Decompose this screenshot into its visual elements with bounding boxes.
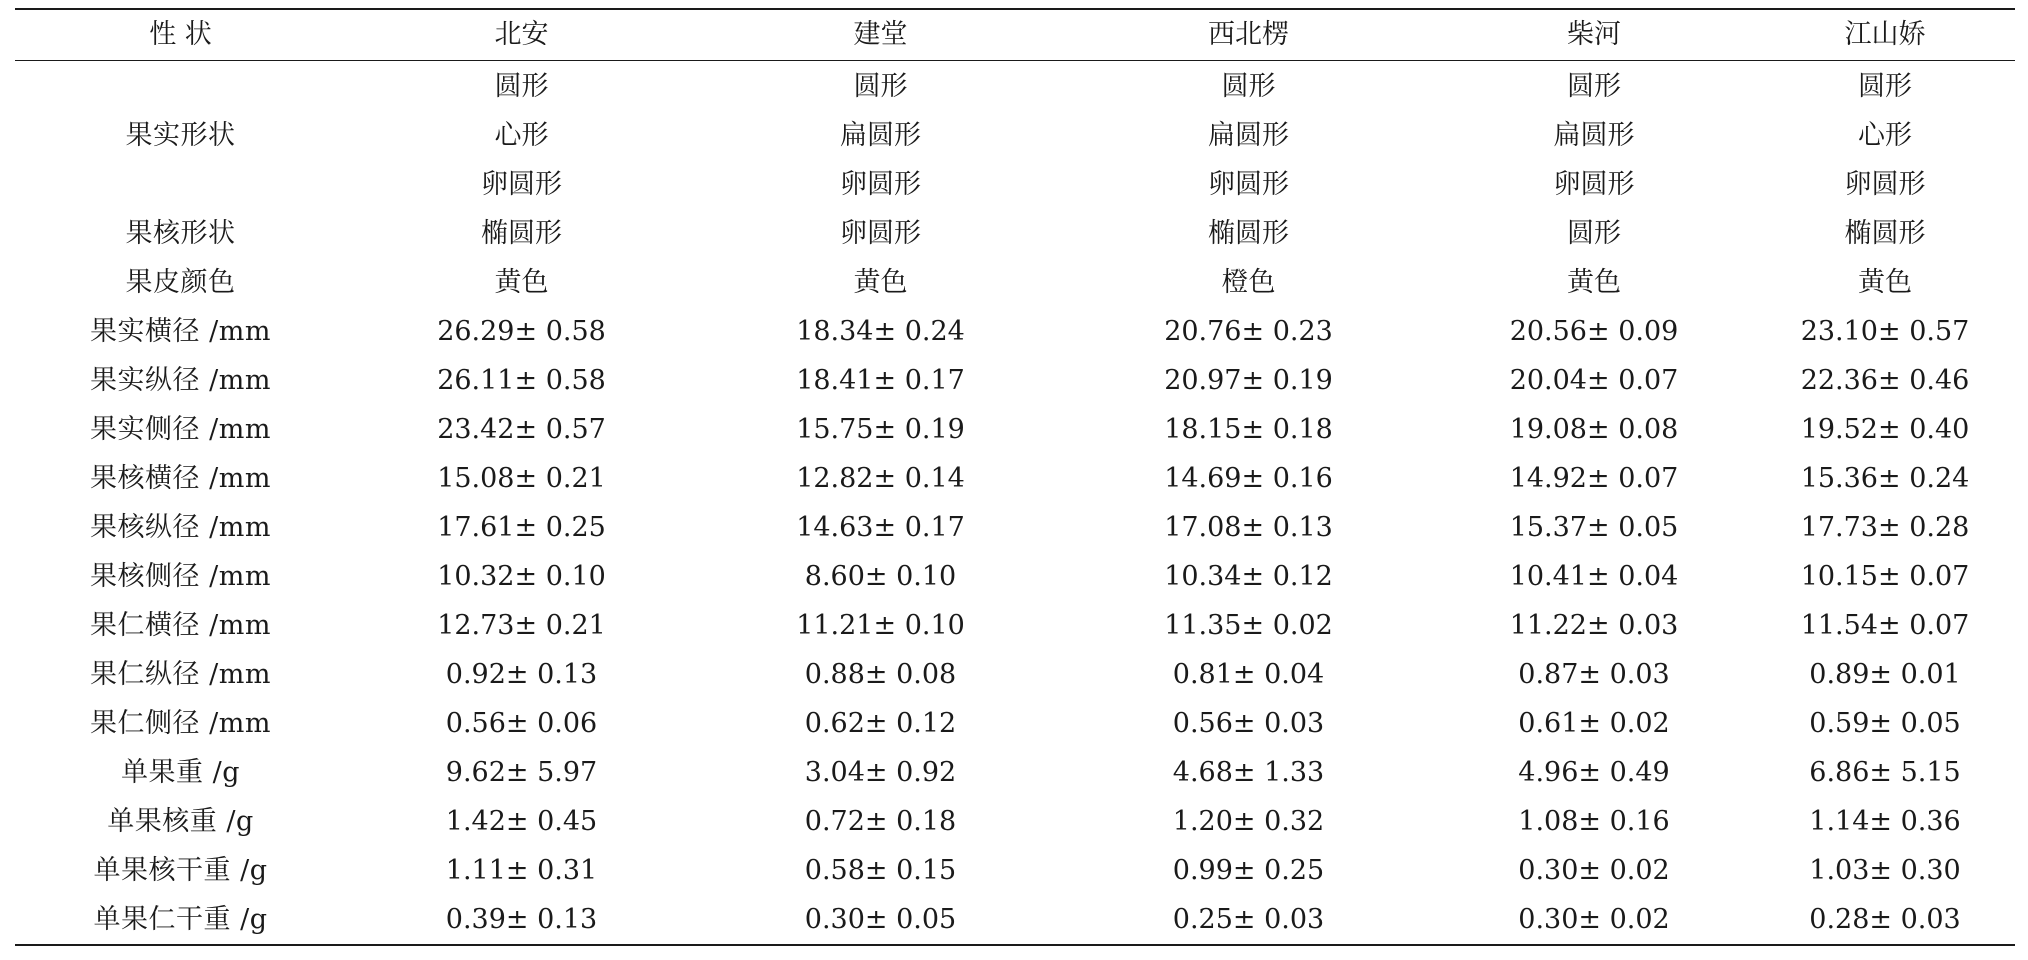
value-cell: 黄色: [853, 267, 908, 298]
value-cell: 椭圆形: [481, 218, 562, 249]
value-cell: 0.81± 0.04: [1172, 659, 1325, 690]
value-cell: 8.60± 0.10: [804, 561, 957, 592]
value-cell: 12.82± 0.14: [796, 463, 965, 494]
value-cell: 椭圆形: [1844, 218, 1926, 249]
table-row: [15, 61, 2015, 111]
trait-cell: 果实侧径 /mm: [90, 414, 271, 445]
value-cell: 11.54± 0.07: [1800, 610, 1970, 641]
value-cell: 11.21± 0.10: [796, 610, 965, 641]
value-cell: 0.58± 0.15: [804, 855, 957, 886]
table-row: [15, 356, 2015, 405]
value-cell: 0.92± 0.13: [445, 659, 598, 690]
value-cell: 卵圆形: [1844, 169, 1926, 200]
value-cell: 卵圆形: [1208, 169, 1289, 200]
value-cell: 0.59± 0.05: [1809, 708, 1961, 739]
table-row: [15, 405, 2015, 454]
value-cell: 扁圆形: [840, 120, 921, 151]
value-cell: 卵圆形: [1553, 169, 1635, 200]
value-cell: 0.28± 0.03: [1809, 904, 1961, 935]
trait-cell: 果核纵径 /mm: [90, 512, 271, 543]
trait-cell: 果仁横径 /mm: [90, 610, 271, 641]
value-cell: 10.34± 0.12: [1164, 561, 1333, 592]
table-bottom-rule: [15, 944, 2015, 946]
value-cell: 23.42± 0.57: [437, 414, 606, 445]
trait-table-body: [15, 61, 2015, 944]
value-cell: 黄色: [1567, 267, 1621, 298]
value-cell: 14.92± 0.07: [1509, 463, 1679, 494]
table-row: [15, 797, 2015, 846]
value-cell: 卵圆形: [840, 169, 921, 200]
trait-table: [15, 8, 2015, 946]
table-row: [15, 111, 2015, 160]
value-cell: 卵圆形: [481, 169, 562, 200]
table-row: [15, 650, 2015, 699]
value-cell: 黄色: [1858, 267, 1912, 298]
value-cell: 15.36± 0.24: [1800, 463, 1970, 494]
value-cell: 11.35± 0.02: [1164, 610, 1333, 641]
value-cell: 4.68± 1.33: [1172, 757, 1325, 788]
table-row: [15, 748, 2015, 797]
table-row: [15, 258, 2015, 307]
value-cell: 圆形: [494, 71, 549, 102]
trait-cell: 果皮颜色: [125, 267, 236, 298]
value-cell: 20.04± 0.07: [1509, 365, 1679, 396]
table-row: [15, 160, 2015, 209]
value-cell: 0.39± 0.13: [445, 904, 598, 935]
value-cell: 0.25± 0.03: [1172, 904, 1325, 935]
value-cell: 圆形: [1858, 71, 1912, 102]
value-cell: 10.41± 0.04: [1509, 561, 1679, 592]
value-cell: 卵圆形: [840, 218, 921, 249]
table-row: [15, 503, 2015, 552]
table-row: [15, 699, 2015, 748]
value-cell: 12.73± 0.21: [437, 610, 606, 641]
value-cell: 20.97± 0.19: [1164, 365, 1333, 396]
header-jiangshanjiao: 江山娇: [1844, 19, 1926, 50]
value-cell: 15.37± 0.05: [1509, 512, 1679, 543]
value-cell: 0.89± 0.01: [1809, 659, 1961, 690]
value-cell: 0.87± 0.03: [1518, 659, 1670, 690]
value-cell: 0.72± 0.18: [804, 806, 957, 837]
value-cell: 扁圆形: [1208, 120, 1289, 151]
value-cell: 26.29± 0.58: [437, 316, 606, 347]
header-row: [15, 10, 2015, 60]
value-cell: 6.86± 5.15: [1809, 757, 1961, 788]
value-cell: 4.96± 0.49: [1518, 757, 1670, 788]
table-header: [15, 10, 2015, 60]
value-cell: 17.61± 0.25: [437, 512, 606, 543]
value-cell: 0.62± 0.12: [804, 708, 957, 739]
value-cell: 圆形: [1567, 218, 1621, 249]
table-row: [15, 846, 2015, 895]
trait-cell: 果核横径 /mm: [90, 463, 271, 494]
trait-cell: [15, 160, 346, 209]
trait-cell: [15, 61, 346, 111]
value-cell: 心形: [1858, 120, 1912, 151]
value-cell: 1.03± 0.30: [1809, 855, 1961, 886]
trait-cell: 单果核干重 /g: [93, 855, 268, 886]
header-jiantang: 建堂: [853, 19, 908, 50]
table-row: [15, 552, 2015, 601]
trait-cell: 单果重 /g: [121, 757, 240, 788]
value-cell: 椭圆形: [1208, 218, 1289, 249]
value-cell: 1.08± 0.16: [1518, 806, 1670, 837]
trait-cell: 果核侧径 /mm: [90, 561, 271, 592]
value-cell: 18.34± 0.24: [796, 316, 965, 347]
value-cell: 19.52± 0.40: [1800, 414, 1970, 445]
trait-cell: 果实纵径 /mm: [90, 365, 271, 396]
value-cell: 26.11± 0.58: [437, 365, 606, 396]
value-cell: 10.15± 0.07: [1800, 561, 1970, 592]
value-cell: 9.62± 5.97: [445, 757, 598, 788]
value-cell: 1.42± 0.45: [445, 806, 598, 837]
value-cell: 0.30± 0.02: [1518, 904, 1670, 935]
value-cell: 17.08± 0.13: [1164, 512, 1333, 543]
table-row: [15, 209, 2015, 258]
value-cell: 3.04± 0.92: [804, 757, 957, 788]
value-cell: 心形: [494, 120, 549, 151]
table-row: [15, 601, 2015, 650]
value-cell: 10.32± 0.10: [437, 561, 606, 592]
header-beian: 北安: [494, 19, 549, 50]
table-row: [15, 895, 2015, 944]
trait-cell: 果实横径 /mm: [90, 316, 271, 347]
value-cell: 15.75± 0.19: [796, 414, 965, 445]
value-cell: 14.63± 0.17: [796, 512, 965, 543]
value-cell: 0.88± 0.08: [804, 659, 957, 690]
value-cell: 0.61± 0.02: [1518, 708, 1670, 739]
value-cell: 0.30± 0.02: [1518, 855, 1670, 886]
value-cell: 22.36± 0.46: [1800, 365, 1970, 396]
value-cell: 扁圆形: [1553, 120, 1635, 151]
value-cell: 15.08± 0.21: [437, 463, 606, 494]
value-cell: 1.14± 0.36: [1809, 806, 1961, 837]
value-cell: 20.76± 0.23: [1164, 316, 1333, 347]
value-cell: 黄色: [494, 267, 549, 298]
value-cell: 圆形: [1567, 71, 1621, 102]
value-cell: 橙色: [1221, 267, 1276, 298]
header-chaihe: 柴河: [1567, 19, 1621, 50]
value-cell: 0.56± 0.06: [445, 708, 598, 739]
trait-cell: 单果仁干重 /g: [93, 904, 268, 935]
trait-cell: 果仁侧径 /mm: [90, 708, 271, 739]
value-cell: 18.15± 0.18: [1164, 414, 1333, 445]
header-trait: 性 状: [149, 19, 212, 50]
value-cell: 圆形: [853, 71, 908, 102]
trait-cell: 果仁纵径 /mm: [90, 659, 271, 690]
trait-comparison-table: [15, 10, 2015, 60]
value-cell: 1.20± 0.32: [1172, 806, 1325, 837]
trait-cell: 单果核重 /g: [107, 806, 254, 837]
value-cell: 17.73± 0.28: [1800, 512, 1970, 543]
trait-cell-fruit-shape: 果实形状: [125, 120, 236, 151]
header-xibeileng: 西北楞: [1208, 19, 1289, 50]
value-cell: 18.41± 0.17: [796, 365, 965, 396]
value-cell: 11.22± 0.03: [1509, 610, 1679, 641]
value-cell: 0.30± 0.05: [804, 904, 957, 935]
value-cell: 20.56± 0.09: [1509, 316, 1679, 347]
value-cell: 圆形: [1221, 71, 1276, 102]
trait-cell: 果核形状: [125, 218, 236, 249]
value-cell: 0.99± 0.25: [1172, 855, 1325, 886]
value-cell: 23.10± 0.57: [1800, 316, 1970, 347]
value-cell: 1.11± 0.31: [445, 855, 598, 886]
table-row: [15, 454, 2015, 503]
value-cell: 19.08± 0.08: [1509, 414, 1679, 445]
value-cell: 0.56± 0.03: [1172, 708, 1325, 739]
value-cell: 14.69± 0.16: [1164, 463, 1333, 494]
table-row: [15, 307, 2015, 356]
